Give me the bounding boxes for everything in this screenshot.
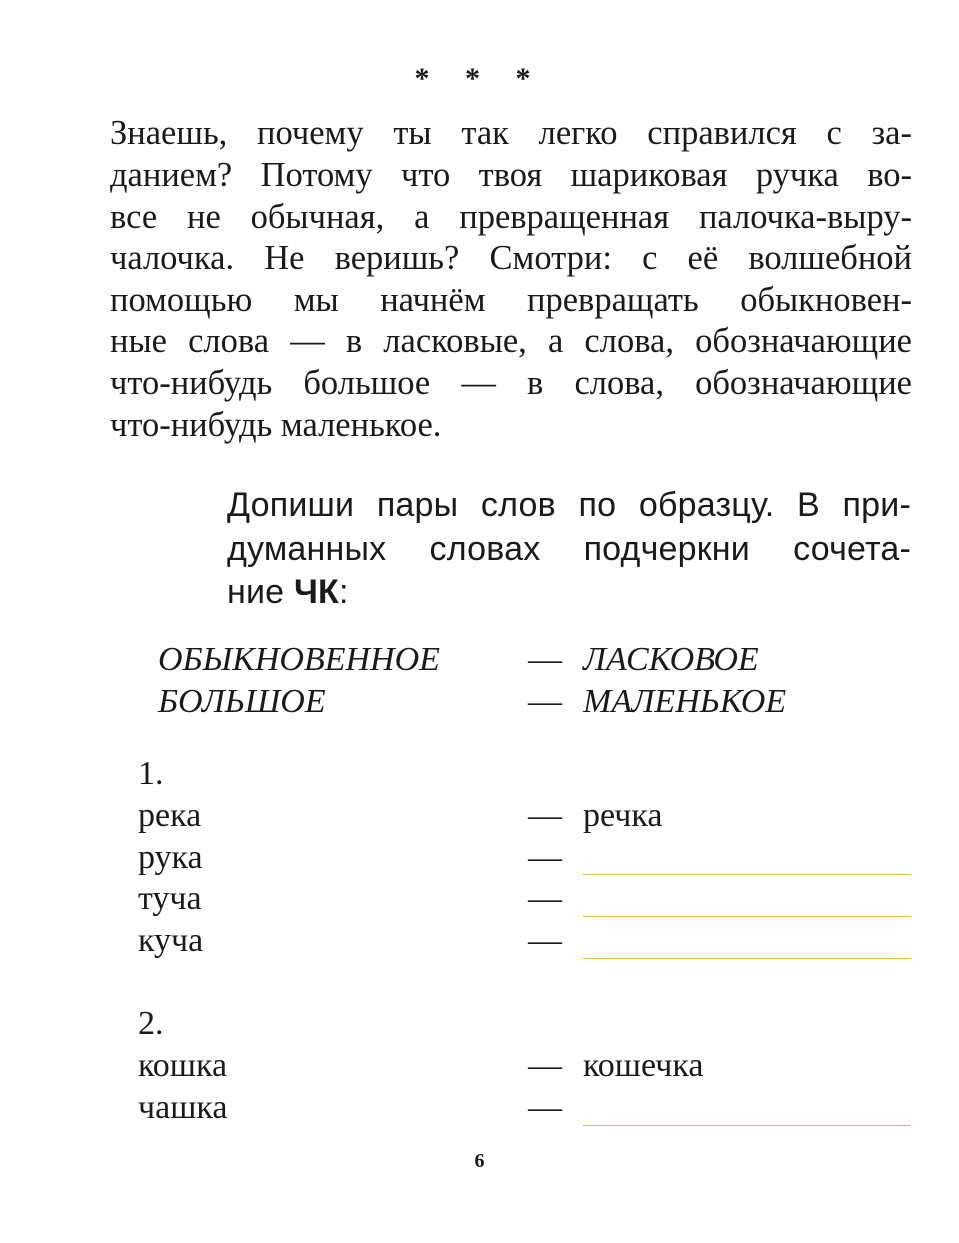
exercise-answer: речка xyxy=(583,797,663,834)
story-line: что-нибудь большое — в слова, обозначающие xyxy=(110,364,912,402)
answer-blank-line[interactable] xyxy=(583,958,911,959)
exercise-word: туча xyxy=(138,880,202,917)
example-right-word: ЛАСКОВОЕ xyxy=(583,641,759,678)
page-number: 6 xyxy=(474,1150,485,1172)
story-line: ные слова — в ласковые, а слова, обозначающие xyxy=(110,322,912,360)
answer-blank-line[interactable] xyxy=(583,1125,911,1126)
answer-blank-line[interactable] xyxy=(583,874,911,875)
example-dash: — xyxy=(528,683,562,720)
example-left-word: БОЛЬШОЕ xyxy=(158,683,326,720)
exercise-word: куча xyxy=(138,922,204,959)
story-line: данием? Потому что твоя шариковая ручка во- xyxy=(110,156,912,194)
exercise-number: 2. xyxy=(138,1005,164,1042)
task-line xyxy=(227,573,911,612)
exercise-dash: — xyxy=(528,1089,562,1126)
task-line: Допиши пары слов по образцу. В при- xyxy=(227,486,911,524)
example-dash: — xyxy=(528,641,562,678)
story-line: Знаешь, почему ты так легко справился с за- xyxy=(110,114,912,152)
exercise-dash: — xyxy=(528,839,562,876)
exercise-answer: кошечка xyxy=(583,1047,704,1084)
exercise-word: чашка xyxy=(138,1089,228,1126)
task-line-prefix: ние xyxy=(227,573,294,611)
exercise-number: 1. xyxy=(138,755,164,792)
story-line: все не обычная, а превращенная палочка-выру- xyxy=(110,198,912,236)
section-separator: * * * xyxy=(414,62,545,95)
story-line: что-нибудь маленькое. xyxy=(110,406,442,444)
exercise-dash: — xyxy=(528,922,562,959)
exercise-word: река xyxy=(138,797,202,834)
task-line-suffix: : xyxy=(338,573,349,611)
story-line: помощью мы начнём превращать обыкновен- xyxy=(110,281,912,319)
task-line: думанных словах подчеркни сочета- xyxy=(227,530,911,568)
story-line: чалочка. Не веришь? Смотри: с её волшебной xyxy=(110,239,912,277)
exercise-dash: — xyxy=(528,880,562,917)
exercise-dash: — xyxy=(528,1047,562,1084)
example-left-word: ОБЫКНОВЕННОЕ xyxy=(158,641,440,678)
exercise-word: кошка xyxy=(138,1047,228,1084)
exercise-word: рука xyxy=(138,839,203,876)
exercise-dash: — xyxy=(528,797,562,834)
answer-blank-line[interactable] xyxy=(583,916,911,917)
example-right-word: МАЛЕНЬКОЕ xyxy=(583,683,787,720)
task-highlight-chk: ЧК xyxy=(293,573,339,611)
